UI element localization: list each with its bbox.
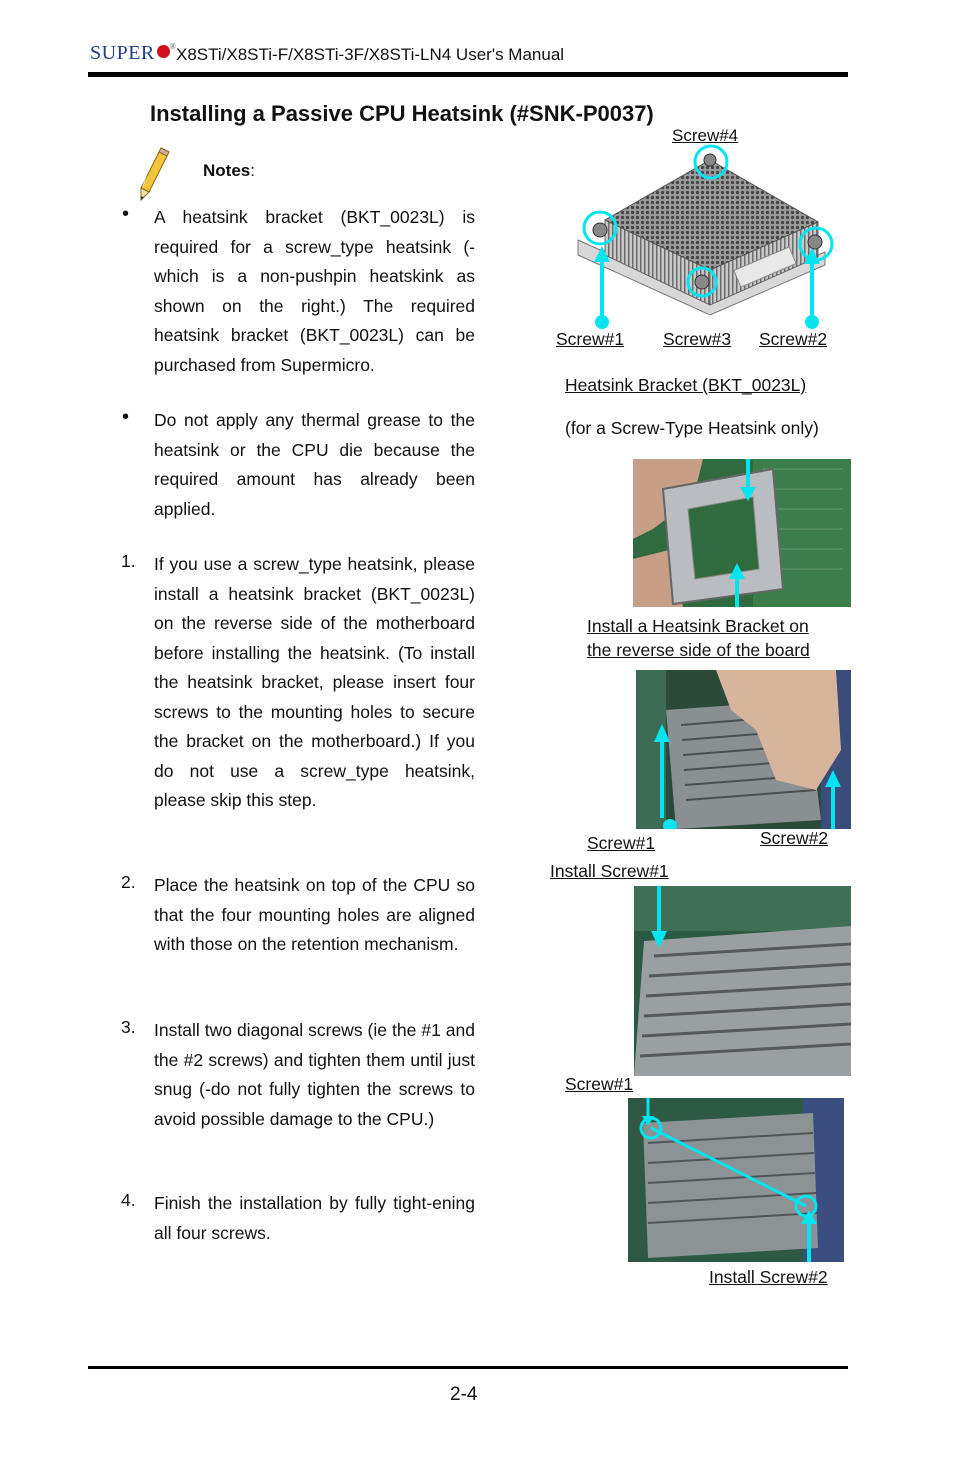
pencil-icon xyxy=(135,146,175,207)
photo3-screw2-label: Screw#2 xyxy=(760,828,829,848)
screw2-label: Screw#2 xyxy=(759,329,828,349)
note-bullet-2: Do not apply any thermal grease to the heatsink or the CPU die because the required amount has already been applied. xyxy=(154,410,475,519)
install-screw1-caption: Install Screw#1 xyxy=(550,861,669,881)
heatsink-illustration xyxy=(560,140,850,345)
bullet-marker: • xyxy=(122,203,130,225)
step-3-text: Install two diagonal screws (ie the #1 and the #2 screws) and tighten them until just snug (-do not fully tighten the screws to avoid possible damage to the CPU.) xyxy=(154,1020,475,1129)
install-screw2-caption: Install Screw#2 xyxy=(709,1267,828,1287)
screw4-label: Screw#4 xyxy=(672,126,739,145)
bracket-caption: Heatsink Bracket (BKT_0023L) xyxy=(565,375,807,395)
photo3-screw1-label: Screw#1 xyxy=(587,833,656,853)
install-bracket-caption-1: Install a Heatsink Bracket on xyxy=(587,616,809,636)
screw1-label: Screw#1 xyxy=(556,329,625,349)
install-bracket-caption-2: the reverse side of the board xyxy=(587,640,810,660)
manual-title: X8STi/X8STi-F/X8STi-3F/X8STi-LN4 User's Manual xyxy=(176,45,565,64)
brand-reg-mark: ® xyxy=(169,42,177,51)
bracket-photo xyxy=(633,459,851,607)
step-number: 4. xyxy=(121,1190,136,1210)
section-title: Installing a Passive CPU Heatsink (#SNK-P0037) xyxy=(150,101,654,126)
install-screw2-photo xyxy=(628,1098,844,1262)
brand-logo xyxy=(90,42,176,65)
notes-label: Notes: xyxy=(203,161,255,180)
bullet-marker: • xyxy=(122,406,130,428)
step-number: 1. xyxy=(121,551,136,571)
step-2-text: Place the heatsink on top of the CPU so that the four mounting holes are aligned with those on the retention mechanism. xyxy=(154,875,475,954)
step-1-text: If you use a screw_type heatsink, please install a heatsink bracket (BKT_0023L) on the reverse side of the motherboard before installing the heatsink. (To install the heatsink bracket, please insert four screws to the mounting holes to secure the bracket on the motherboard.) If you do not use a screw_type heatsink, please skip this step. xyxy=(154,554,475,810)
photo5-screw1-label: Screw#1 xyxy=(565,1074,634,1094)
note-bullet-1: A heatsink bracket (BKT_0023L) is required for a screw_type heatsink (-which is a non-pushpin heatskink as shown on the right.) The required heatsink bracket (BKT_0023L) can be purchased from Supermicro. xyxy=(154,207,475,375)
place-heatsink-photo xyxy=(636,670,851,829)
step-4-text: Finish the installation by fully tight-ening all four screws. xyxy=(154,1193,475,1243)
footer-rule xyxy=(88,1366,848,1369)
step-number: 3. xyxy=(121,1017,136,1037)
bracket-note: (for a Screw-Type Heatsink only) xyxy=(565,418,819,438)
header-rule xyxy=(88,72,848,77)
screw3-label: Screw#3 xyxy=(663,329,732,349)
step-number: 2. xyxy=(121,872,136,892)
brand-text: SUPER xyxy=(90,42,155,64)
install-screw1-photo xyxy=(634,886,851,1076)
brand-dot xyxy=(157,45,170,58)
page-number: 2-4 xyxy=(450,1384,478,1405)
